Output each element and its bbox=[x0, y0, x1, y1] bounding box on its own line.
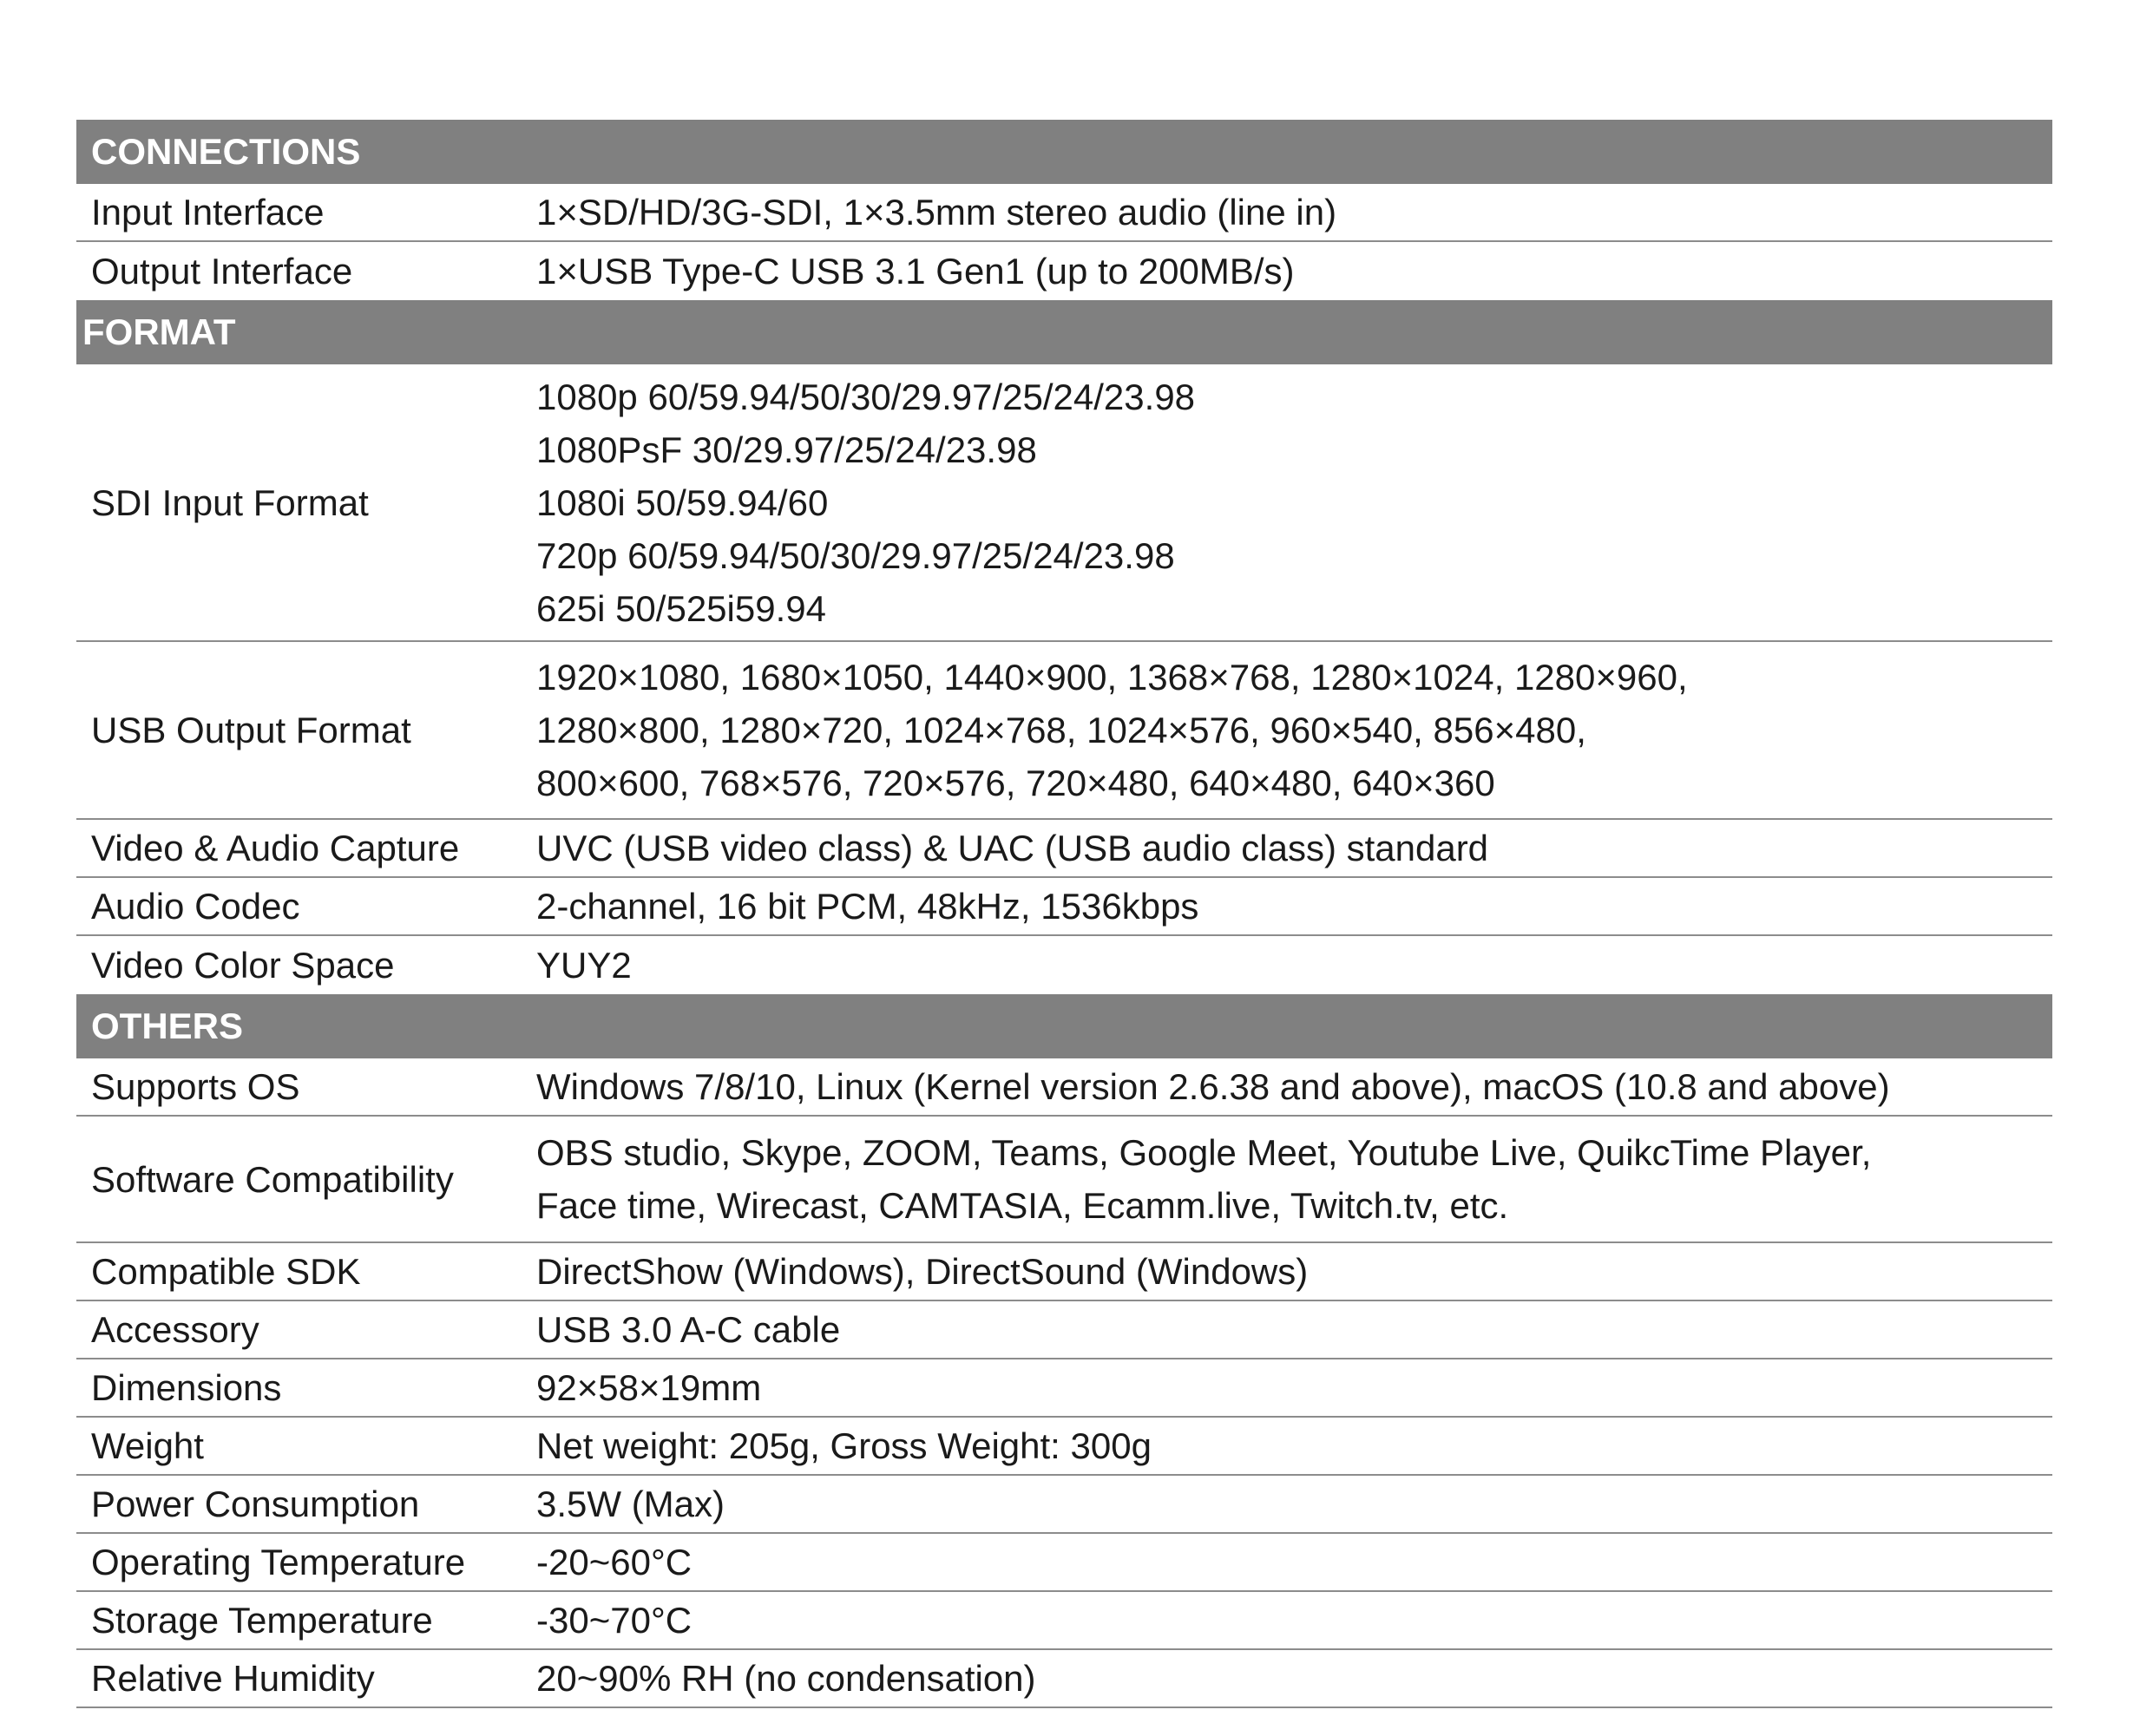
spec-label: Storage Temperature bbox=[91, 1600, 433, 1641]
spec-row-usb-output-format bbox=[76, 642, 2052, 820]
spec-value: USB 3.0 A-C cable bbox=[536, 1309, 841, 1350]
section-header-connections: CONNECTIONS bbox=[76, 120, 2052, 184]
spec-label: Relative Humidity bbox=[91, 1658, 375, 1699]
spec-value-line: 1080i 50/59.94/60 bbox=[536, 481, 829, 523]
spec-value: 92×58×19mm bbox=[536, 1367, 762, 1408]
spec-label: USB Output Format bbox=[91, 710, 411, 750]
spec-value-line: 1080p 60/59.94/50/30/29.97/25/24/23.98 bbox=[536, 376, 1196, 417]
spec-value-line: 1080PsF 30/29.97/25/24/23.98 bbox=[536, 429, 1037, 470]
spec-label: SDI Input Format bbox=[91, 481, 369, 523]
spec-row-video-color-space bbox=[76, 936, 2052, 994]
spec-row-weight bbox=[76, 1418, 2052, 1476]
spec-label: Operating Temperature bbox=[91, 1542, 466, 1582]
spec-row-operating-temperature bbox=[76, 1534, 2052, 1592]
spec-value-line: 1280×800, 1280×720, 1024×768, 1024×576, 960×540, 856×480, bbox=[536, 710, 1586, 750]
spec-row-storage-temperature bbox=[76, 1592, 2052, 1650]
spec-value: 1×USB Type-C USB 3.1 Gen1 (up to 200MB/s) bbox=[536, 251, 1295, 292]
spec-value: 1×SD/HD/3G-SDI, 1×3.5mm stereo audio (line in) bbox=[536, 192, 1337, 233]
spec-label: Accessory bbox=[91, 1309, 259, 1350]
spec-value: Windows 7/8/10, Linux (Kernel version 2.6.38 and above), macOS (10.8 and above) bbox=[536, 1066, 1890, 1107]
spec-label: Power Consumption bbox=[91, 1484, 420, 1524]
spec-value-line: 800×600, 768×576, 720×576, 720×480, 640×480, 640×360 bbox=[536, 763, 1495, 803]
spec-value bbox=[536, 370, 2052, 635]
spec-label: Input Interface bbox=[91, 192, 325, 233]
spec-row-input-interface bbox=[76, 184, 2052, 242]
spec-value: DirectShow (Windows), DirectSound (Windows) bbox=[536, 1251, 1309, 1292]
spec-row-sdi-input-format bbox=[76, 364, 2052, 642]
spec-value bbox=[536, 651, 2052, 809]
spec-row-video-audio-capture bbox=[76, 820, 2052, 878]
spec-value bbox=[536, 1126, 2052, 1232]
spec-value: 20~90% RH (no condensation) bbox=[536, 1658, 1036, 1699]
spec-value: 3.5W (Max) bbox=[536, 1484, 725, 1524]
spec-row-dimensions bbox=[76, 1359, 2052, 1418]
spec-label: Video & Audio Capture bbox=[91, 828, 460, 868]
spec-label: Software Compatibility bbox=[91, 1158, 454, 1200]
spec-row-relative-humidity bbox=[76, 1650, 2052, 1708]
spec-row-accessory bbox=[76, 1301, 2052, 1359]
spec-value: -20~60°C bbox=[536, 1542, 693, 1582]
spec-label: Weight bbox=[91, 1425, 204, 1466]
spec-label: Audio Codec bbox=[91, 886, 300, 927]
spec-value: UVC (USB video class) & UAC (USB audio class) standard bbox=[536, 828, 1489, 868]
spec-value-line: Face time, Wirecast, CAMTASIA, Ecamm.live, Twitch.tv, etc. bbox=[536, 1185, 1509, 1226]
spec-label: Video Color Space bbox=[91, 945, 395, 986]
spec-value: -30~70°C bbox=[536, 1600, 693, 1641]
spec-label: Compatible SDK bbox=[91, 1251, 361, 1292]
spec-value-line: OBS studio, Skype, ZOOM, Teams, Google Meet, Youtube Live, QuikcTime Player, bbox=[536, 1132, 1872, 1173]
section-header-format: FORMAT bbox=[76, 300, 2052, 364]
section-header-others: OTHERS bbox=[76, 994, 2052, 1058]
spec-row-supports-os bbox=[76, 1058, 2052, 1117]
spec-value: YUY2 bbox=[536, 945, 632, 986]
spec-label: Supports OS bbox=[91, 1066, 300, 1107]
spec-row-compatible-sdk bbox=[76, 1243, 2052, 1301]
spec-value-line: 1920×1080, 1680×1050, 1440×900, 1368×768, 1280×1024, 1280×960, bbox=[536, 657, 1688, 698]
spec-row-power-consumption bbox=[76, 1476, 2052, 1534]
spec-value-line: 625i 50/525i59.94 bbox=[536, 587, 826, 629]
spec-row-output-interface bbox=[76, 242, 2052, 300]
spec-row-software-compatibility bbox=[76, 1117, 2052, 1243]
spec-value: 2-channel, 16 bit PCM, 48kHz, 1536kbps bbox=[536, 886, 1199, 927]
spec-table bbox=[76, 120, 2052, 1708]
spec-value: Net weight: 205g, Gross Weight: 300g bbox=[536, 1425, 1152, 1466]
spec-label: Output Interface bbox=[91, 251, 353, 292]
spec-value-line: 720p 60/59.94/50/30/29.97/25/24/23.98 bbox=[536, 534, 1175, 576]
spec-label: Dimensions bbox=[91, 1367, 282, 1408]
spec-row-audio-codec bbox=[76, 878, 2052, 936]
